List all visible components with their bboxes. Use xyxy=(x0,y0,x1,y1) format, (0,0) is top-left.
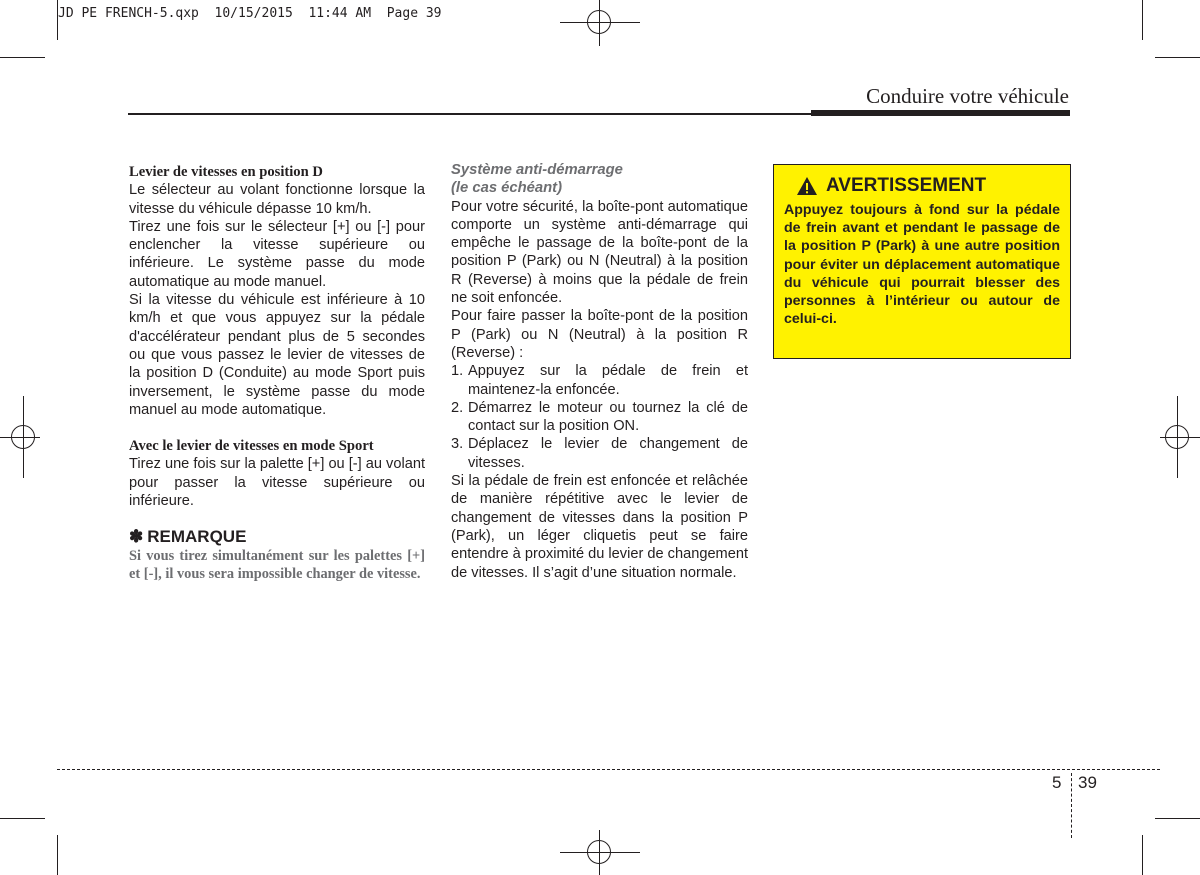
chapter-number: 5 xyxy=(1052,773,1062,792)
list-item xyxy=(451,435,748,472)
column-middle xyxy=(451,161,748,582)
warning-title: AVERTISSEMENT xyxy=(826,175,987,196)
footer-dashed-divider xyxy=(1071,773,1072,838)
registration-mark-icon xyxy=(1165,425,1189,449)
list-number: 3. xyxy=(451,436,464,453)
crop-mark xyxy=(0,57,45,58)
warning-box xyxy=(773,164,1071,359)
crop-mark xyxy=(57,835,58,875)
warning-text: Appuyez toujours à fond sur la pédale de frein avant et pendant le passage de la position P (Park) à une autre position pour éviter un déplacement automatique du véhicule qui pourrait blesser des personnes à l’intérieur ou autour de celui-ci. xyxy=(784,202,1060,328)
paragraph: Si la vitesse du véhicule est inférieure à 10 km/h et que vous appuyez sur la pédale d'accélérateur pendant plus de 5 secondes ou que vous passez le levier de vitesses de la position D (Conduite) au mode Sport puis inversement, le système passe du mode manuel au mode automatique. xyxy=(129,292,425,418)
chapter-title: Conduire votre véhicule xyxy=(866,84,1069,108)
crop-mark xyxy=(1142,835,1143,875)
footer-dashed-rule xyxy=(57,769,1160,770)
crop-mark xyxy=(1142,0,1143,40)
crop-mark xyxy=(0,818,45,819)
registration-mark-icon xyxy=(11,425,35,449)
print-slug: JD PE FRENCH-5.qxp 10/15/2015 11:44 AM Page 39 xyxy=(58,6,442,21)
column-left xyxy=(129,163,425,583)
crop-mark xyxy=(1155,57,1200,58)
note-asterisk-icon: ✽ xyxy=(129,527,144,547)
section-heading: Avec le levier de vitesses en mode Sport xyxy=(129,438,374,455)
warning-heading xyxy=(796,175,1060,197)
paragraph: Si la pédale de frein est enfoncée et relâchée de manière répétitive avec le levier de changement de vitesses dans la position P (Park), un léger cliquetis peut se faire entendre à proximité du levier de changement de vitesses. Il s’agit d’une situation normale. xyxy=(451,473,748,581)
crop-mark xyxy=(57,0,58,40)
list-item xyxy=(451,399,748,436)
page-number: 39 xyxy=(1078,773,1097,792)
list-text: Déplacez le levier de changement de vitesses. xyxy=(468,436,748,471)
section-heading-sub: (le cas échéant) xyxy=(451,180,563,197)
paragraph: Le sélecteur au volant fonctionne lorsque la vitesse du véhicule dépasse 10 km/h. xyxy=(129,182,425,217)
list-text: Appuyez sur la pédale de frein et maintenez-la enfoncée. xyxy=(468,363,748,398)
paragraph: Pour votre sécurité, la boîte-pont automatique comporte un système anti-démarrage qui empêche le passage de la boîte-pont de la position P (Park) ou N (Neutral) à la position R (Reverse) à moins que la pédale de frein ne soit enfoncée. xyxy=(451,198,748,307)
list-item xyxy=(451,362,748,399)
note-text: Si vous tirez simultanément sur les palettes [+] et [-], il vous sera impossible changer de vitesse. xyxy=(129,547,425,582)
list-number: 2. xyxy=(451,399,464,416)
paragraph: Tirez une fois sur la palette [+] ou [-] au volant pour passer la vitesse supérieure ou inférieure. xyxy=(129,456,425,510)
section-heading: Système anti-démarrage xyxy=(451,162,623,178)
crop-mark xyxy=(1155,818,1200,819)
paragraph: Tirez une fois sur le sélecteur [+] ou [-] pour enclencher la vitesse supérieure ou inférieure. Le système passe du mode automatique au mode manuel. xyxy=(129,218,425,290)
warning-triangle-icon xyxy=(796,176,818,196)
paragraph: Pour faire passer la boîte-pont de la position P (Park) ou N (Neutral) à la position R (Reverse) : xyxy=(451,308,748,361)
header-rule xyxy=(128,113,811,115)
registration-mark-icon xyxy=(587,840,611,864)
section-heading: Levier de vitesses en position D xyxy=(129,164,323,180)
header-rule-thick xyxy=(811,110,1070,116)
note-title: REMARQUE xyxy=(147,527,247,547)
note-heading xyxy=(129,528,425,546)
list-text: Démarrez le moteur ou tournez la clé de contact sur la position ON. xyxy=(468,399,748,435)
list-number: 1. xyxy=(451,363,464,380)
registration-mark-icon xyxy=(587,10,611,34)
